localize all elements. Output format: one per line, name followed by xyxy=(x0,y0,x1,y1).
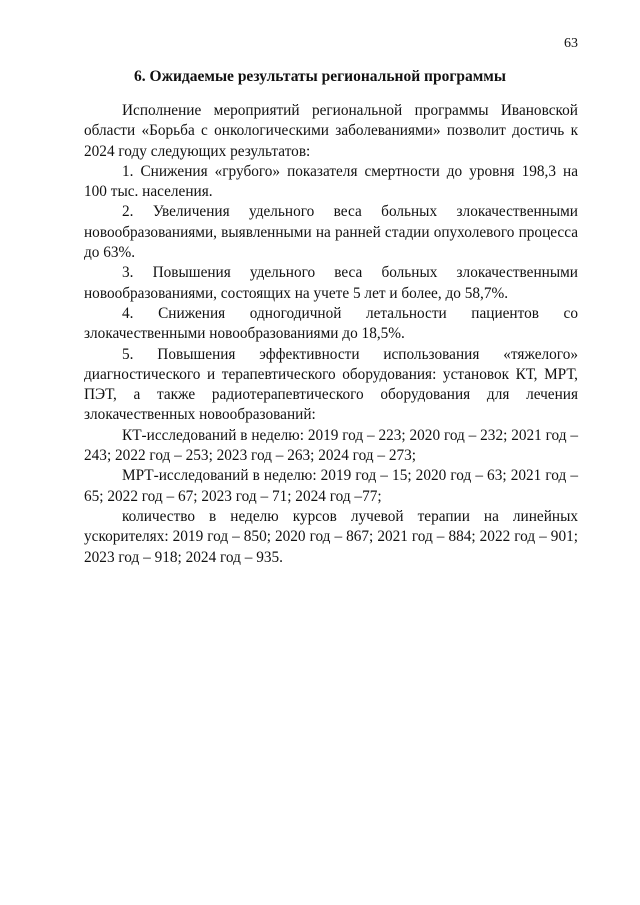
result-item-1: 1. Снижения «грубого» показателя смертности до уровня 198,3 на 100 тыс. населения. xyxy=(84,162,578,201)
result-item-3: 3. Повышения удельного веса больных злокачественными новообразованиями, состоящих на учете 5 лет и более, до 58,7%. xyxy=(84,264,578,302)
result-item-4: 4. Снижения одногодичной летальности пациентов со злокачественными новообразованиями до 18,5%. xyxy=(84,304,578,343)
mri-studies-paragraph: МРТ-исследований в неделю: 2019 год – 15; 2020 год – 63; 2021 год – 65; 2022 год – 67; 2023 год – 71; 2024 год –77; xyxy=(84,467,578,505)
result-item-5: 5. Повышения эффективности использования «тяжелого» диагностического и терапевтического оборудования: установок КТ, МРТ, ПЭТ, а также радиотерапевтического оборудования для лечения злокачественных новообразований: xyxy=(84,345,578,424)
section-heading: 6. Ожидаемые результаты региональной программы xyxy=(134,68,506,85)
radiotherapy-courses-paragraph: количество в неделю курсов лучевой терапии на линейных ускорителях: 2019 год – 850; 2020 год – 867; 2021 год – 884; 2022 год – 901; 2023 год – 918; 2024 год – 935. xyxy=(84,507,578,566)
ct-studies-paragraph: КТ-исследований в неделю: 2019 год – 223; 2020 год – 232; 2021 год – 243; 2022 год – 253; 2023 год – 263; 2024 год – 273; xyxy=(84,426,578,465)
result-item-2: 2. Увеличения удельного веса больных злокачественными новообразованиями, выявленными на ранней стадии опухолевого процесса до 63%. xyxy=(84,203,578,262)
intro-paragraph: Исполнение мероприятий региональной программы Ивановской области «Борьба с онкологическими заболеваниями» позволит достичь к 2024 году следующих результатов: xyxy=(84,102,578,160)
page-number: 63 xyxy=(564,36,578,51)
document-body xyxy=(84,101,578,568)
